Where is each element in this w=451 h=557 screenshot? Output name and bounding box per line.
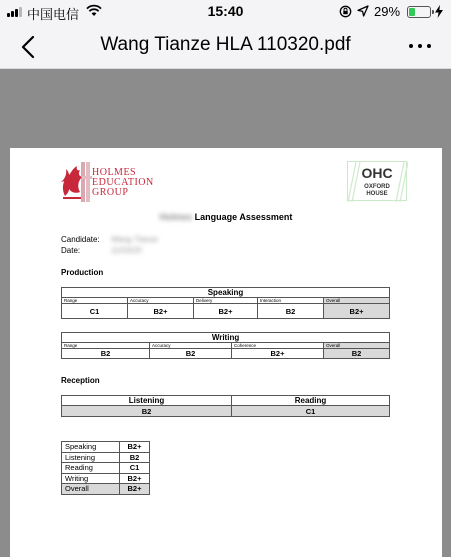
clock: 15:40 — [207, 3, 244, 19]
writing-accuracy-grade: B2 — [150, 349, 232, 359]
reception-table — [61, 395, 390, 417]
listening-header: Listening — [62, 396, 232, 406]
table-row: Overall B2+ — [62, 484, 150, 495]
more-options-button[interactable] — [409, 44, 431, 48]
ohc-logo — [347, 161, 407, 201]
rotation-lock-icon — [339, 5, 352, 18]
assessment-date: 11/03/20 — [111, 246, 142, 255]
battery-percent: 29% — [374, 4, 401, 19]
speaking-delivery-grade: B2+ — [194, 304, 258, 319]
back-button[interactable] — [16, 34, 42, 60]
chevron-left-icon — [23, 37, 33, 57]
speaking-table: Speaking Range Accuracy Delivery Interaction Overall C1 B2+ B2+ B2 B2+ — [61, 287, 390, 319]
speaking-range-grade: C1 — [62, 304, 128, 319]
carrier-name: 中国电信 — [27, 7, 80, 22]
document-title: Wang Tianze HLA 110320.pdf — [100, 34, 351, 55]
listening-grade: B2 — [62, 406, 232, 417]
production-heading: Production — [61, 268, 104, 277]
date-row: Date: 11/03/20 — [61, 246, 142, 255]
ohc-logo-text: OHC — [361, 165, 393, 181]
reception-heading: Reception — [61, 376, 100, 385]
writing-coherence-grade: B2+ — [232, 349, 324, 359]
pdf-page[interactable] — [10, 148, 442, 557]
ellipsis-icon — [409, 44, 413, 48]
writing-range-grade: B2 — [62, 349, 150, 359]
writing-table-title: Writing — [62, 333, 390, 343]
speaking-table-title: Speaking — [62, 288, 390, 298]
speaking-interaction-grade: B2 — [258, 304, 324, 319]
candidate-row: Candidate: Wang Tianze — [61, 235, 158, 244]
location-icon — [357, 5, 369, 17]
holmes-logo-text: HOLMES EDUCATION GROUP — [92, 167, 154, 198]
summary-table — [61, 441, 150, 495]
table-row: Writing B2+ — [62, 473, 150, 484]
speaking-accuracy-grade: B2+ — [128, 304, 194, 319]
table-row: Listening B2 — [62, 452, 150, 463]
status-bar — [0, 0, 451, 24]
writing-overall-grade: B2 — [324, 349, 390, 359]
speaking-overall-grade: B2+ — [324, 304, 390, 319]
reading-header: Reading — [232, 396, 390, 406]
battery-icon — [407, 6, 431, 18]
reading-grade: C1 — [232, 406, 390, 417]
ohc-logo-subtext: OXFORD HOUSE — [364, 184, 390, 197]
table-row: Speaking B2+ — [62, 442, 150, 453]
assessment-title: Holmes Language Assessment — [159, 212, 293, 222]
navigation-bar — [0, 24, 451, 69]
charging-icon — [435, 5, 443, 18]
writing-table: Writing Range Accuracy Coherence Overall B2 B2 B2+ B2 — [61, 332, 390, 359]
candidate-name: Wang Tianze — [111, 235, 158, 244]
table-row: Reading C1 — [62, 463, 150, 474]
